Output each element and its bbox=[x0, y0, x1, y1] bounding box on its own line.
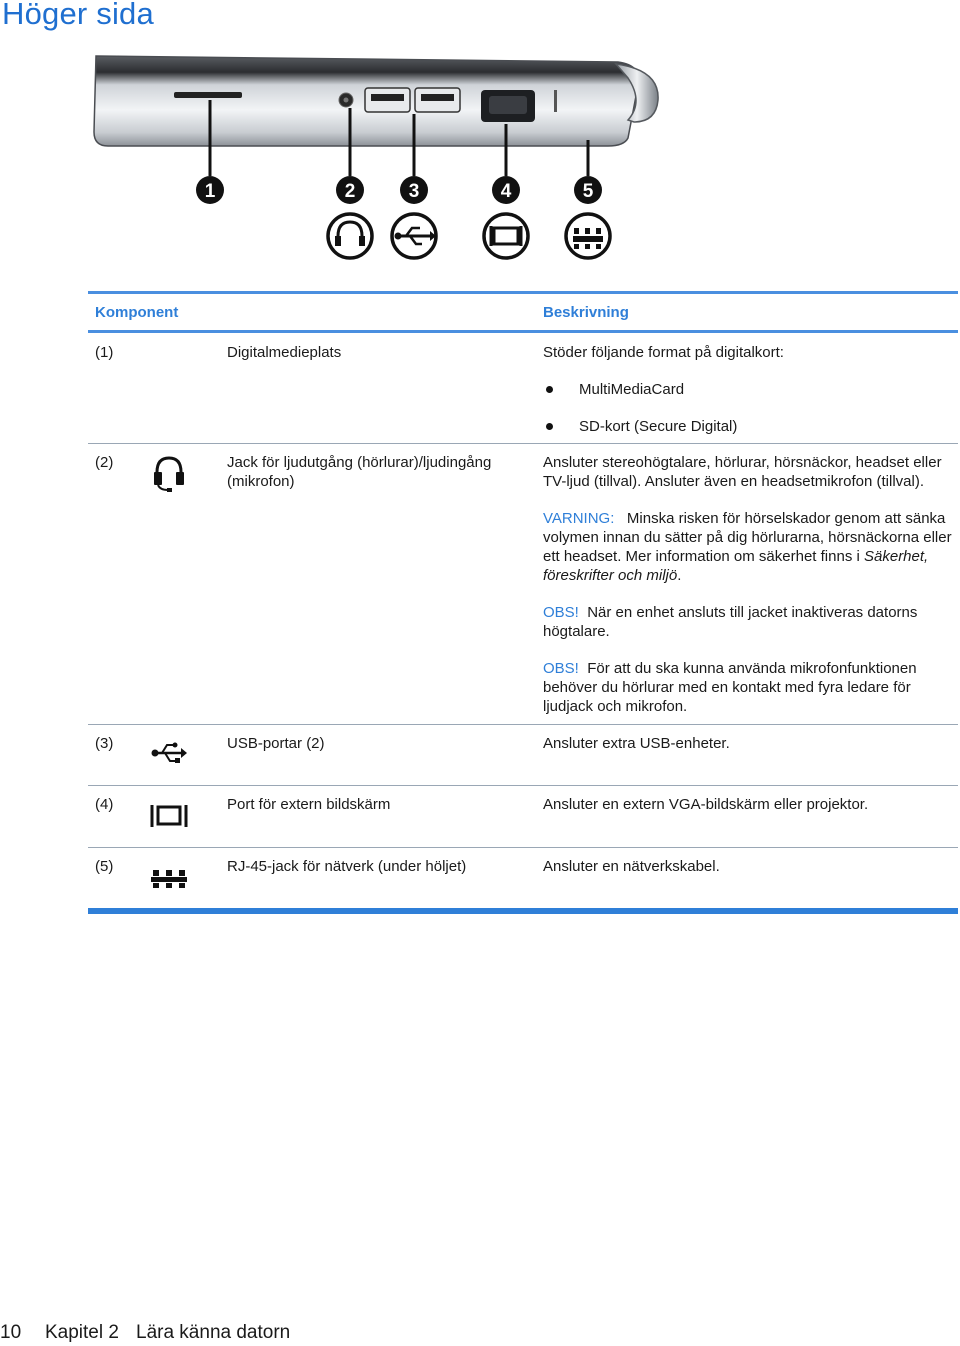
header-component: Komponent bbox=[95, 304, 179, 321]
callout-3 bbox=[400, 176, 428, 204]
usb-icon bbox=[150, 740, 188, 766]
list-item: MultiMediaCard bbox=[579, 381, 685, 398]
warning-reference: Säkerhet, föreskrifter och miljö bbox=[543, 548, 929, 584]
row-1-description: Stöder följande format på digitalkort: bbox=[543, 344, 784, 361]
row-2-number: (2) bbox=[95, 454, 114, 471]
laptop-right-side-illustration bbox=[88, 52, 668, 272]
note-2-label: OBS! bbox=[543, 660, 579, 677]
table-bottom-rule bbox=[88, 908, 958, 914]
note-2-text: För att du ska kunna använda mikrofonfunktionen behöver du hörlurar med en kontakt med fyra ledare för ljudjack och mikrofon. bbox=[543, 660, 917, 715]
note-1-text: När en enhet ansluts till jacket inaktiveras datorns högtalare. bbox=[543, 604, 918, 640]
table-top-rule bbox=[88, 291, 958, 294]
callout-5 bbox=[574, 176, 602, 204]
chapter-label: Kapitel 2 bbox=[45, 1322, 119, 1343]
monitor-icon bbox=[484, 214, 528, 258]
bullet-marker bbox=[546, 386, 553, 393]
warning-block bbox=[543, 509, 958, 585]
row-5-number: (5) bbox=[95, 858, 114, 875]
warning-text: Minska risken för hörselskador genom att sänka volymen innan du sätter på dig hörlurarna, hörsnäckorna eller ett headset. Mer information om säkerhet finns i bbox=[543, 510, 952, 565]
callout-2 bbox=[336, 176, 364, 204]
row-2-description: Ansluter stereohögtalare, hörlurar, hörsnäckor, headset eller TV-ljud (tillval). Ansluter även en headsetmikrofon (tillval). bbox=[543, 454, 942, 490]
header-description: Beskrivning bbox=[543, 304, 629, 321]
svg-text:5: 5 bbox=[582, 181, 594, 202]
page-number: 10 bbox=[0, 1322, 22, 1343]
network-icon bbox=[150, 866, 188, 890]
row-4-number: (4) bbox=[95, 796, 114, 813]
bullet-marker bbox=[546, 423, 553, 430]
row-3-description: Ansluter extra USB-enheter. bbox=[543, 735, 730, 752]
header-rule bbox=[88, 330, 958, 333]
warning-label: VARNING: bbox=[543, 510, 615, 527]
monitor-icon bbox=[150, 803, 188, 829]
page-title: Höger sida bbox=[2, 0, 154, 31]
row-separator bbox=[88, 785, 958, 786]
row-3-number: (3) bbox=[95, 735, 114, 752]
row-5-name: RJ-45-jack för nätverk (under höljet) bbox=[227, 858, 467, 875]
list-item: SD-kort (Secure Digital) bbox=[579, 418, 738, 435]
chapter-title: Lära känna datorn bbox=[136, 1322, 291, 1343]
note-block-2 bbox=[543, 659, 958, 716]
row-2-name: Jack för ljudutgång (hörlurar)/ljudingång (mikrofon) bbox=[227, 454, 492, 490]
headset-icon bbox=[152, 454, 186, 492]
svg-text:4: 4 bbox=[500, 181, 512, 202]
headset-icon bbox=[328, 214, 372, 258]
row-1-number: (1) bbox=[95, 344, 114, 361]
row-5-description: Ansluter en nätverkskabel. bbox=[543, 858, 720, 875]
note-block-1 bbox=[543, 603, 958, 641]
row-separator bbox=[88, 724, 958, 725]
row-1-name: Digitalmedieplats bbox=[227, 344, 342, 361]
callout-1 bbox=[196, 176, 224, 204]
row-4-description: Ansluter en extern VGA-bildskärm eller projektor. bbox=[543, 796, 869, 813]
row-separator bbox=[88, 443, 958, 444]
row-3-name: USB-portar (2) bbox=[227, 735, 325, 752]
network-icon bbox=[566, 214, 610, 258]
row-4-name: Port för extern bildskärm bbox=[227, 796, 391, 813]
warning-end: . bbox=[677, 567, 682, 584]
callout-4 bbox=[492, 176, 520, 204]
svg-text:2: 2 bbox=[344, 181, 356, 202]
usb-icon bbox=[392, 214, 436, 258]
svg-text:1: 1 bbox=[204, 181, 216, 202]
note-1-label: OBS! bbox=[543, 604, 579, 621]
row-separator bbox=[88, 847, 958, 848]
svg-text:3: 3 bbox=[408, 181, 420, 202]
